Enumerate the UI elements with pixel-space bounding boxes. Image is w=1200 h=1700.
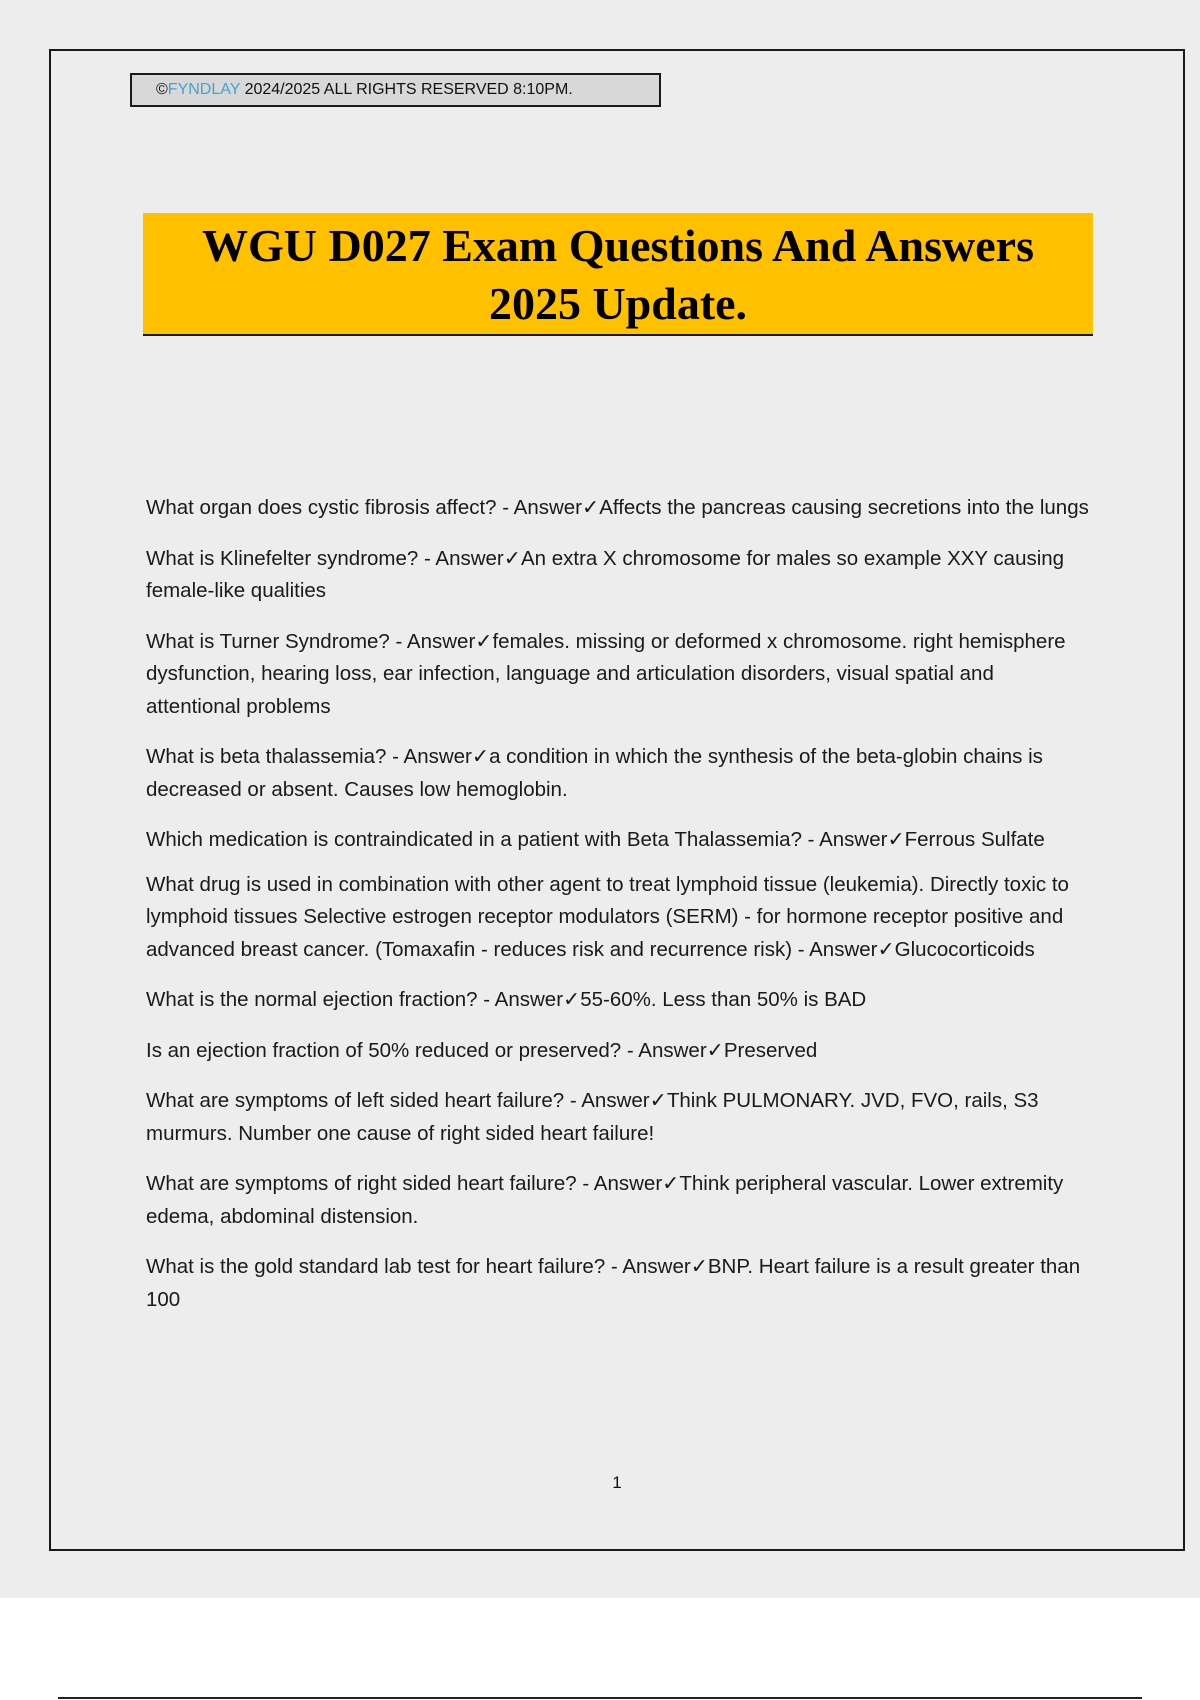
check-icon: ✓ xyxy=(582,496,600,519)
qa-item xyxy=(146,1035,1091,1068)
title-line-2: 2025 Update. xyxy=(488,278,748,329)
answer-label: - Answer xyxy=(418,546,504,570)
answer-text: Ferrous Sulfate xyxy=(904,828,1045,851)
qa-list xyxy=(146,492,1091,1334)
check-icon: ✓ xyxy=(563,988,581,1011)
answer-text: BNP. Heart failure is a result greater than 100 xyxy=(146,1255,1081,1311)
document-title-banner xyxy=(143,213,1093,336)
answer-label: - Answer xyxy=(621,1038,707,1062)
qa-item xyxy=(146,492,1091,525)
copyright-notice xyxy=(130,73,661,107)
answer-label: - Answer xyxy=(801,828,888,851)
question-text: What is Turner Syndrome? xyxy=(146,629,390,653)
question-text: What is the normal ejection fraction? xyxy=(146,988,478,1011)
title-line-1: WGU D027 Exam Questions And Answers xyxy=(202,220,1034,271)
qa-item xyxy=(146,869,1091,967)
question-text: What are symptoms of left sided heart failure? xyxy=(146,1089,565,1112)
answer-text: Think peripheral vascular. Lower extremity edema, abdominal distension. xyxy=(146,1172,1064,1228)
question-text: Is an ejection fraction of 50% reduced or preserved? xyxy=(146,1038,622,1062)
answer-text: 55-60%. Less than 50% is BAD xyxy=(580,988,867,1011)
question-text: What is the gold standard lab test for heart failure? xyxy=(146,1255,606,1278)
qa-item xyxy=(146,1251,1091,1316)
check-icon: ✓ xyxy=(662,1172,680,1195)
answer-label: - Answer xyxy=(386,745,472,768)
answer-text: Preserved xyxy=(723,1038,818,1062)
answer-label: - Answer xyxy=(477,988,564,1011)
check-icon: ✓ xyxy=(690,1255,708,1278)
answer-label: - Answer xyxy=(496,496,583,519)
check-icon: ✓ xyxy=(471,745,490,768)
qa-item xyxy=(146,741,1091,806)
question-text: What are symptoms of right sided heart failure? xyxy=(146,1172,577,1195)
answer-text: Affects the pancreas causing secretions into the lungs xyxy=(599,496,1089,519)
bottom-divider xyxy=(58,1697,1142,1699)
copyright-symbol: © xyxy=(156,81,168,98)
check-icon: ✓ xyxy=(475,629,493,653)
qa-item xyxy=(146,824,1091,857)
answer-label: - Answer xyxy=(605,1255,691,1278)
qa-item xyxy=(146,984,1091,1017)
answer-label: - Answer xyxy=(792,937,878,961)
check-icon: ✓ xyxy=(877,937,895,961)
qa-item xyxy=(146,626,1091,724)
question-text: What organ does cystic fibrosis affect? xyxy=(146,496,497,519)
check-icon: ✓ xyxy=(706,1038,724,1062)
answer-label: - Answer xyxy=(576,1172,663,1195)
page-number: 1 xyxy=(612,1473,622,1492)
copyright-rights-text: 2024/2025 ALL RIGHTS RESERVED 8:10PM. xyxy=(240,81,573,98)
question-text: What is Klinefelter syndrome? xyxy=(146,546,419,570)
brand-name: FYNDLAY xyxy=(167,81,241,98)
answer-text: a condition in which the synthesis of the beta-globin chains is decreased or absent. Causes low hemoglobin. xyxy=(146,745,1043,801)
qa-item xyxy=(146,1168,1091,1233)
answer-text: Think PULMONARY. JVD, FVO, rails, S3 murmurs. Number one cause of right sided heart failure! xyxy=(146,1089,1039,1145)
question-text: What drug is used in combination with other agent to treat lymphoid tissue (leukemia). Directly toxic to lymphoid tissues Selective estrogen receptor modulators (SERM) - for hormone receptor positive and advanced breast cancer. (Tomaxafin - reduces risk and recurrence risk) xyxy=(146,872,1069,961)
answer-text: Glucocorticoids xyxy=(894,937,1035,961)
question-text: What is beta thalassemia? xyxy=(146,745,387,768)
check-icon: ✓ xyxy=(503,546,521,570)
answer-text: An extra X chromosome for males so example XXY causing female-like qualities xyxy=(146,546,1065,602)
check-icon: ✓ xyxy=(887,828,905,851)
answer-label: - Answer xyxy=(564,1089,650,1112)
answer-text: females. missing or deformed x chromosome. right hemisphere dysfunction, hearing loss, ear infection, language and articulation disorders, visual spatial and attentional problems xyxy=(146,629,1066,718)
answer-label: - Answer xyxy=(389,629,476,653)
qa-item xyxy=(146,1085,1091,1150)
question-text: Which medication is contraindicated in a patient with Beta Thalassemia? xyxy=(146,828,802,851)
check-icon: ✓ xyxy=(649,1089,667,1112)
qa-item xyxy=(146,543,1091,608)
